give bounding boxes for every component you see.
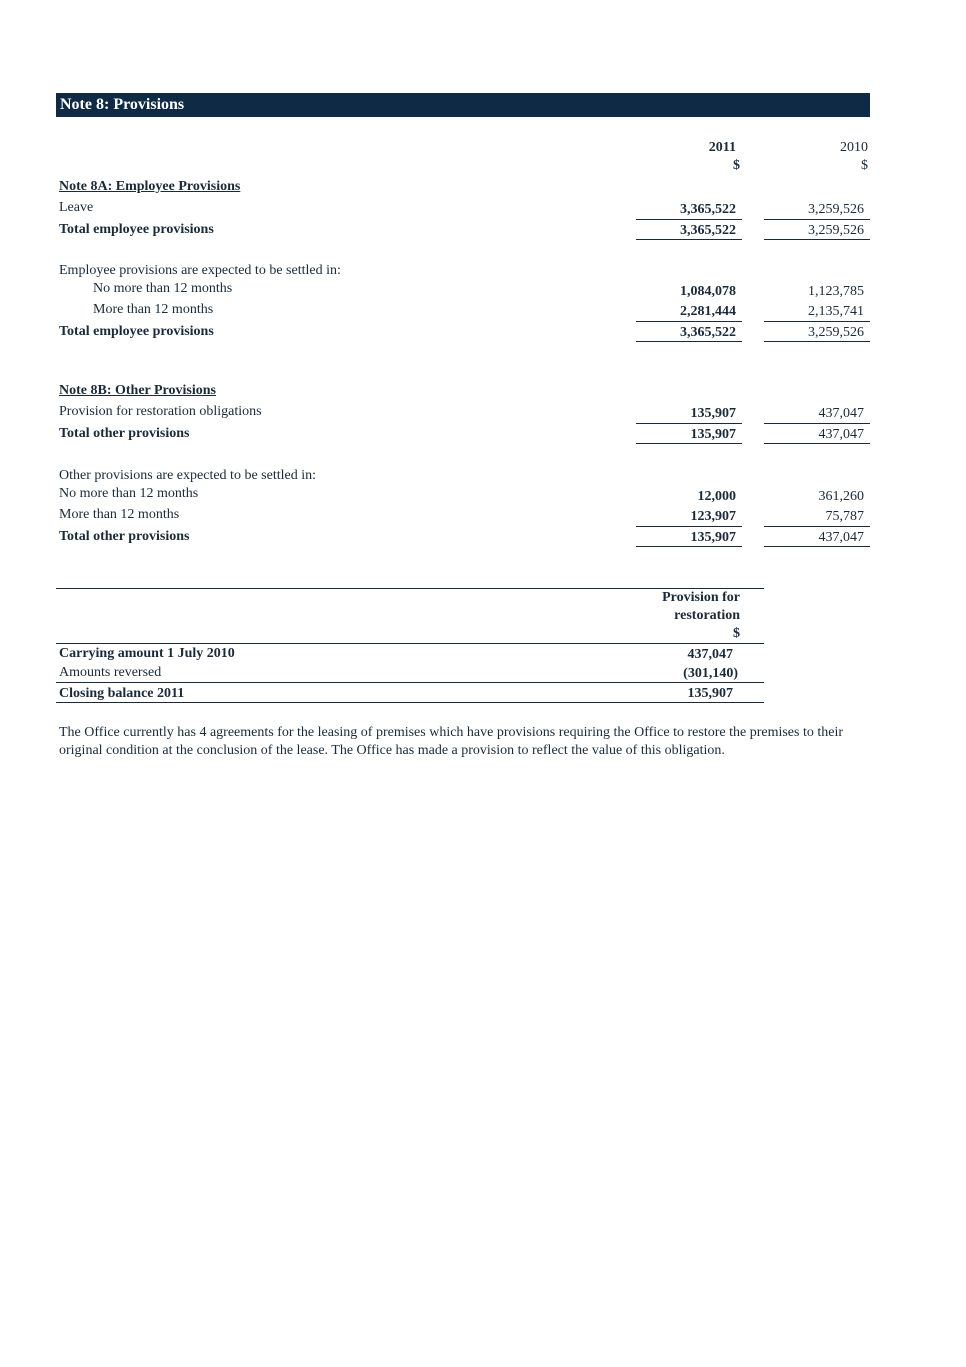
table-header-rule	[56, 643, 764, 644]
total-employee-2011-2: 3,365,522	[680, 325, 736, 340]
rule	[764, 239, 870, 240]
total-other-label-2: Total other provisions	[59, 529, 190, 544]
rule	[636, 321, 742, 322]
other-le12-2010: 361,260	[818, 489, 864, 504]
table-row-rule	[56, 682, 764, 683]
employee-le12-2010: 1,123,785	[808, 284, 864, 299]
rule	[764, 219, 870, 220]
total-other-2011-2: 135,907	[690, 530, 736, 545]
col-2010-unit: $	[861, 158, 868, 173]
col-2011-unit: $	[733, 158, 740, 173]
rule	[764, 423, 870, 424]
note-title: Note 8: Provisions	[56, 93, 870, 117]
amounts-reversed-value: (301,140)	[683, 666, 738, 681]
total-other-label: Total other provisions	[59, 426, 190, 441]
rule	[636, 443, 742, 444]
other-gt12-2011: 123,907	[690, 509, 736, 524]
rule	[636, 341, 742, 342]
leave-2010: 3,259,526	[808, 202, 864, 217]
restoration-label: Provision for restoration obligations	[59, 404, 262, 419]
movement-header-line2: restoration	[674, 608, 740, 623]
carrying-amount-value: 437,047	[687, 647, 733, 662]
rule	[636, 423, 742, 424]
leave-label: Leave	[59, 200, 94, 215]
total-other-2010: 437,047	[818, 427, 864, 442]
rule	[636, 219, 742, 220]
col-2011-header: 2011	[708, 140, 736, 155]
other-le12-label: No more than 12 months	[59, 486, 199, 501]
other-le12-2011: 12,000	[697, 489, 736, 504]
total-other-2011: 135,907	[690, 427, 736, 442]
table-bottom-rule	[56, 702, 764, 703]
closing-balance-value: 135,907	[687, 686, 733, 701]
total-employee-label: Total employee provisions	[59, 222, 214, 237]
rule	[764, 546, 870, 547]
other-gt12-label: More than 12 months	[59, 507, 180, 522]
other-settled-intro: Other provisions are expected to be settled in:	[59, 468, 316, 483]
employee-settled-intro: Employee provisions are expected to be settled in:	[59, 263, 341, 278]
note-8b-heading: Note 8B: Other Provisions	[59, 383, 216, 398]
rule	[636, 239, 742, 240]
employee-gt12-label: More than 12 months	[93, 302, 214, 317]
total-other-2010-2: 437,047	[818, 530, 864, 545]
rule	[764, 526, 870, 527]
employee-gt12-2011: 2,281,444	[680, 304, 736, 319]
employee-le12-2011: 1,084,078	[680, 284, 736, 299]
leave-2011: 3,365,522	[680, 202, 736, 217]
rule	[636, 546, 742, 547]
col-2010-header: 2010	[840, 140, 868, 155]
note-8a-heading: Note 8A: Employee Provisions	[59, 179, 241, 194]
restoration-2010: 437,047	[818, 406, 864, 421]
restoration-note-paragraph: The Office currently has 4 agreements for the leasing of premises which have provisions requiring the Office to restore the premises to their original condition at the conclusion of the lease. The Office has made a provision to reflect the value of this obligation.	[59, 725, 844, 758]
total-employee-2011: 3,365,522	[680, 223, 736, 238]
rule	[764, 443, 870, 444]
movement-header-line1: Provision for	[662, 590, 740, 605]
amounts-reversed-label: Amounts reversed	[59, 665, 162, 680]
total-employee-2010-2: 3,259,526	[808, 325, 864, 340]
total-employee-2010: 3,259,526	[808, 223, 864, 238]
carrying-amount-label: Carrying amount 1 July 2010	[59, 646, 235, 661]
rule	[764, 341, 870, 342]
closing-balance-label: Closing balance 2011	[59, 686, 185, 701]
employee-le12-label: No more than 12 months	[93, 281, 233, 296]
movement-header-unit: $	[733, 626, 740, 641]
employee-gt12-2010: 2,135,741	[808, 304, 864, 319]
total-employee-label-2: Total employee provisions	[59, 324, 214, 339]
rule	[636, 526, 742, 527]
restoration-2011: 135,907	[690, 406, 736, 421]
other-gt12-2010: 75,787	[825, 509, 864, 524]
rule	[764, 321, 870, 322]
